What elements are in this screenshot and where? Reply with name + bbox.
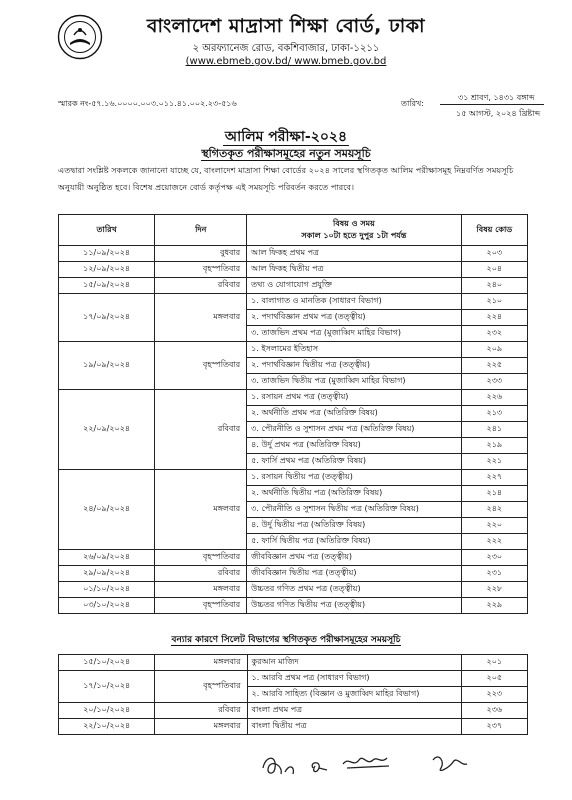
- exam-title-text: আলিম পরীক্ষা-২০২৪: [224, 129, 348, 145]
- exam-day-cell: রবিবার: [155, 278, 247, 294]
- signatures: [255, 738, 555, 788]
- table-row: [59, 262, 528, 278]
- table-row: [59, 582, 528, 598]
- sylhet-schedule-table: [58, 654, 528, 735]
- exam-schedule-table: [58, 214, 528, 614]
- exam-date-cell: ২২/১০/২০২৪: [59, 719, 155, 735]
- subject-code-cell: ২২৯: [461, 598, 527, 614]
- table-row: [59, 278, 528, 294]
- exam-day-cell: রবিবার: [155, 566, 247, 582]
- table-row: [59, 671, 528, 687]
- table-row: [59, 246, 528, 262]
- exam-date-cell: ১৭/১০/২০২৪: [59, 671, 155, 703]
- exam-day-cell: বৃহস্পতিবার: [155, 550, 247, 566]
- subject-code-cell: ২০৪: [461, 262, 527, 278]
- sylhet-schedule-title-text: বন্যার কারণে সিলেট বিভাগের স্থগিতকৃত পরীক্ষাসমূহের সময়সূচি: [171, 635, 401, 645]
- exam-subject-cell: ৫. ফার্সি প্রথম পত্র (অতিরিক্ত বিষয়): [247, 454, 462, 470]
- subject-code-cell: ২০৫: [461, 671, 527, 687]
- board-website-link[interactable]: (www.ebmeb.gov.bd/ www.bmeb.gov.bd: [185, 56, 387, 67]
- exam-subject-cell: ৩. পৌরনীতি ও সুশাসন দ্বিতীয় পত্র (অতিরিক্ত বিষয়): [247, 502, 462, 518]
- subject-code-cell: ২৩০: [461, 550, 527, 566]
- memo-date-label: তারিখ:: [401, 99, 424, 108]
- header-subject-line2: সকাল ১০টা হতে দুপুর ১টা পর্যন্ত: [301, 231, 407, 240]
- table-header-row: [59, 215, 528, 246]
- exam-day-cell: মঙ্গলবার: [155, 582, 247, 598]
- table-row: [59, 719, 528, 735]
- exam-subject-cell: ২. আরবি সাহিত্য (বিজ্ঞান ও মুজাব্বিদ মাহির বিভাগ): [247, 687, 461, 703]
- exam-subject-cell: ৩. তাজভিদ দ্বিতীয় পত্র (মুজাব্বিদ মাহির বিভাগ): [247, 374, 462, 390]
- exam-subject-cell: ২. পদার্থবিজ্ঞান দ্বিতীয় পত্র (তত্ত্বীয়): [247, 358, 462, 374]
- table-row: [59, 390, 528, 406]
- subject-code-cell: ২২৩: [461, 687, 527, 703]
- exam-subject-cell: ৪. উর্দু প্রথম পত্র (অতিরিক্ত বিষয়): [247, 438, 462, 454]
- memo-reference: স্মারক নং-৫৭.১৬.০০০০.০০৩.০১১.৪১.০০২.২৩-৫১৬: [58, 99, 237, 108]
- exam-day-cell: বৃহস্পতিবার: [155, 671, 247, 703]
- memo-date-english: ১৫ আগস্ট, ২০২৪ খ্রিষ্টাব্দ: [456, 109, 541, 118]
- memo-date-bangla: ৩১ শ্রাবণ, ১৪৩১ বঙ্গাব্দ: [458, 93, 535, 102]
- exam-date-cell: ১১/০৯/২০২৪: [59, 246, 155, 262]
- subject-code-cell: ২১৩: [461, 406, 527, 422]
- table-row: [59, 598, 528, 614]
- exam-date-cell: ২০/১০/২০২৪: [59, 703, 155, 719]
- exam-date-cell: ১৯/০৯/২০২৪: [59, 342, 155, 390]
- subject-code-cell: ২২৬: [461, 390, 527, 406]
- exam-day-cell: মঙ্গলবার: [155, 655, 247, 671]
- subject-code-cell: ২২৫: [461, 358, 527, 374]
- exam-subject-cell: আল ফিকহ প্রথম পত্র: [247, 246, 462, 262]
- subject-code-cell: ২৪১: [461, 422, 527, 438]
- exam-subject-cell: উচ্চতর গণিত প্রথম পত্র (তত্ত্বীয়): [247, 582, 462, 598]
- header-subject-line1: বিষয় ও সময়: [333, 219, 375, 228]
- exam-date-cell: ১৫/০৯/২০২৪: [59, 278, 155, 294]
- subject-code-cell: ২২১: [461, 454, 527, 470]
- exam-subject-cell: ৪. উর্দু দ্বিতীয় পত্র (অতিরিক্ত বিষয়): [247, 518, 462, 534]
- exam-subject-cell: ১. রসায়ন প্রথম পত্র (তত্ত্বীয়): [247, 390, 462, 406]
- subject-code-cell: ২৩৭: [461, 719, 527, 735]
- table-row: [59, 550, 528, 566]
- exam-date-cell: ০৩/১০/২০২৪: [59, 598, 155, 614]
- subject-code-cell: ২২৭: [461, 470, 527, 486]
- table-row: [59, 566, 528, 582]
- exam-subject-cell: ৩. তাজভিদ প্রথম পত্র (মুজাব্বিদ মাহির বিভাগ): [247, 326, 462, 342]
- exam-subject-cell: ৫. ফার্সি দ্বিতীয় পত্র (অতিরিক্ত বিষয়): [247, 534, 462, 550]
- exam-date-cell: ১৭/০৯/২০২৪: [59, 294, 155, 342]
- exam-date-cell: ১২/০৯/২০২৪: [59, 262, 155, 278]
- subject-code-cell: ২৩৬: [461, 703, 527, 719]
- exam-subject-cell: জীববিজ্ঞান প্রথম পত্র (তত্ত্বীয়): [247, 550, 462, 566]
- exam-day-cell: মঙ্গলবার: [155, 719, 247, 735]
- subject-code-cell: ২২০: [461, 518, 527, 534]
- header-code: বিষয় কোড: [461, 215, 527, 246]
- intro-paragraph: এতদ্বারা সংশ্লিষ্ট সকলকে জানানো যাচ্ছে যে, বাংলাদেশ মাদ্রাসা শিক্ষা বোর্ডের ২০২৪ সালের স্থগিতকৃত আলিম পরীক্ষাসমূহ নিম্নবর্ণিত সময়সূচি অনুযায়ী অনুষ্ঠিত হবে। বিশেষ প্রয়োজনে বোর্ড কর্তৃপক্ষ এই সময়সূচি পরিবর্তন করতে পারবে।: [58, 165, 514, 192]
- exam-subject-cell: উচ্চতর গণিত দ্বিতীয় পত্র (তত্ত্বীয়): [247, 598, 462, 614]
- header-date: তারিখ: [59, 215, 155, 246]
- exam-subject-cell: ৩. পৌরনীতি ও সুশাসন প্রথম পত্র (অতিরিক্ত বিষয়): [247, 422, 462, 438]
- exam-date-cell: ১৫/১০/২০২৪: [59, 655, 155, 671]
- subject-code-cell: ২৩২: [461, 326, 527, 342]
- header-subject: [247, 215, 462, 246]
- exam-date-cell: ২৯/০৯/২০২৪: [59, 566, 155, 582]
- exam-subject-cell: ১. রসায়ন দ্বিতীয় পত্র (তত্ত্বীয়): [247, 470, 462, 486]
- subject-code-cell: ২১৪: [461, 486, 527, 502]
- exam-subject-cell: জীববিজ্ঞান দ্বিতীয় পত্র (তত্ত্বীয়): [247, 566, 462, 582]
- exam-schedule-body: [59, 246, 528, 614]
- subject-code-cell: ২২২: [461, 534, 527, 550]
- exam-day-cell: রবিবার: [155, 703, 247, 719]
- board-title: বাংলাদেশ মাদ্রাসা শিক্ষা বোর্ড, ঢাকা: [146, 15, 426, 37]
- subject-code-cell: ২১৯: [461, 438, 527, 454]
- table-row: [59, 470, 528, 486]
- exam-subject-cell: ২. পদার্থবিজ্ঞান প্রথম পত্র (তত্ত্বীয়): [247, 310, 462, 326]
- exam-date-cell: ০১/১০/২০২৪: [59, 582, 155, 598]
- exam-date-cell: ২২/০৯/২০২৪: [59, 390, 155, 470]
- subject-code-cell: ২১০: [461, 294, 527, 310]
- sylhet-schedule-body: [59, 655, 528, 735]
- subject-code-cell: ২০১: [461, 655, 527, 671]
- header-day: দিন: [155, 215, 247, 246]
- subject-code-cell: ২৪২: [461, 502, 527, 518]
- subject-code-cell: ২৩১: [461, 566, 527, 582]
- exam-day-cell: মঙ্গলবার: [155, 294, 247, 342]
- subject-code-cell: ২২৮: [461, 582, 527, 598]
- date-divider: [440, 104, 544, 105]
- exam-subject-cell: বাংলা দ্বিতীয় পত্র: [247, 719, 461, 735]
- subject-code-cell: ২২৪: [461, 310, 527, 326]
- exam-date-cell: ২৪/০৯/২০২৪: [59, 470, 155, 550]
- exam-day-cell: বৃহস্পতিবার: [155, 598, 247, 614]
- exam-subject-cell: বাংলা প্রথম পত্র: [247, 703, 461, 719]
- exam-subject-cell: ২. অর্থনীতি দ্বিতীয় পত্র (অতিরিক্ত বিষয়): [247, 486, 462, 502]
- exam-subject-cell: ১. বালাগাত ও মানতিক (সাধারণ বিভাগ): [247, 294, 462, 310]
- subject-code-cell: ২০৯: [461, 342, 527, 358]
- schedule-subtitle-text: স্থগিতকৃত পরীক্ষাসমূহের নতুন সময়সূচি: [201, 147, 371, 160]
- subject-code-cell: ২০৩: [461, 246, 527, 262]
- exam-subject-cell: তথ্য ও যোগাযোগ প্রযুক্তি: [247, 278, 462, 294]
- table-row: [59, 703, 528, 719]
- subject-code-cell: ২৪০: [461, 278, 527, 294]
- exam-day-cell: মঙ্গলবার: [155, 470, 247, 550]
- exam-subject-cell: ২. অর্থনীতি প্রথম পত্র (অতিরিক্ত বিষয়): [247, 406, 462, 422]
- exam-subject-cell: ১. আরবি প্রথম পত্র (সাধারণ বিভাগ): [247, 671, 461, 687]
- exam-subject-cell: আল ফিকহ দ্বিতীয় পত্র: [247, 262, 462, 278]
- subject-code-cell: ২৩৩: [461, 374, 527, 390]
- exam-day-cell: বুধবার: [155, 246, 247, 262]
- board-address: ২ অরফ্যানেজ রোড, বকশিবাজার, ঢাকা-১২১১: [192, 43, 380, 54]
- sylhet-schedule-title: [0, 632, 572, 647]
- table-row: [59, 342, 528, 358]
- table-row: [59, 294, 528, 310]
- exam-subject-cell: ১. ইসলামের ইতিহাস: [247, 342, 462, 358]
- exam-day-cell: রবিবার: [155, 390, 247, 470]
- exam-day-cell: বৃহস্পতিবার: [155, 262, 247, 278]
- exam-subject-cell: কুরআন মাজিদ: [247, 655, 461, 671]
- exam-date-cell: ২৬/০৯/২০২৪: [59, 550, 155, 566]
- table-row: [59, 655, 528, 671]
- exam-day-cell: বৃহস্পতিবার: [155, 342, 247, 390]
